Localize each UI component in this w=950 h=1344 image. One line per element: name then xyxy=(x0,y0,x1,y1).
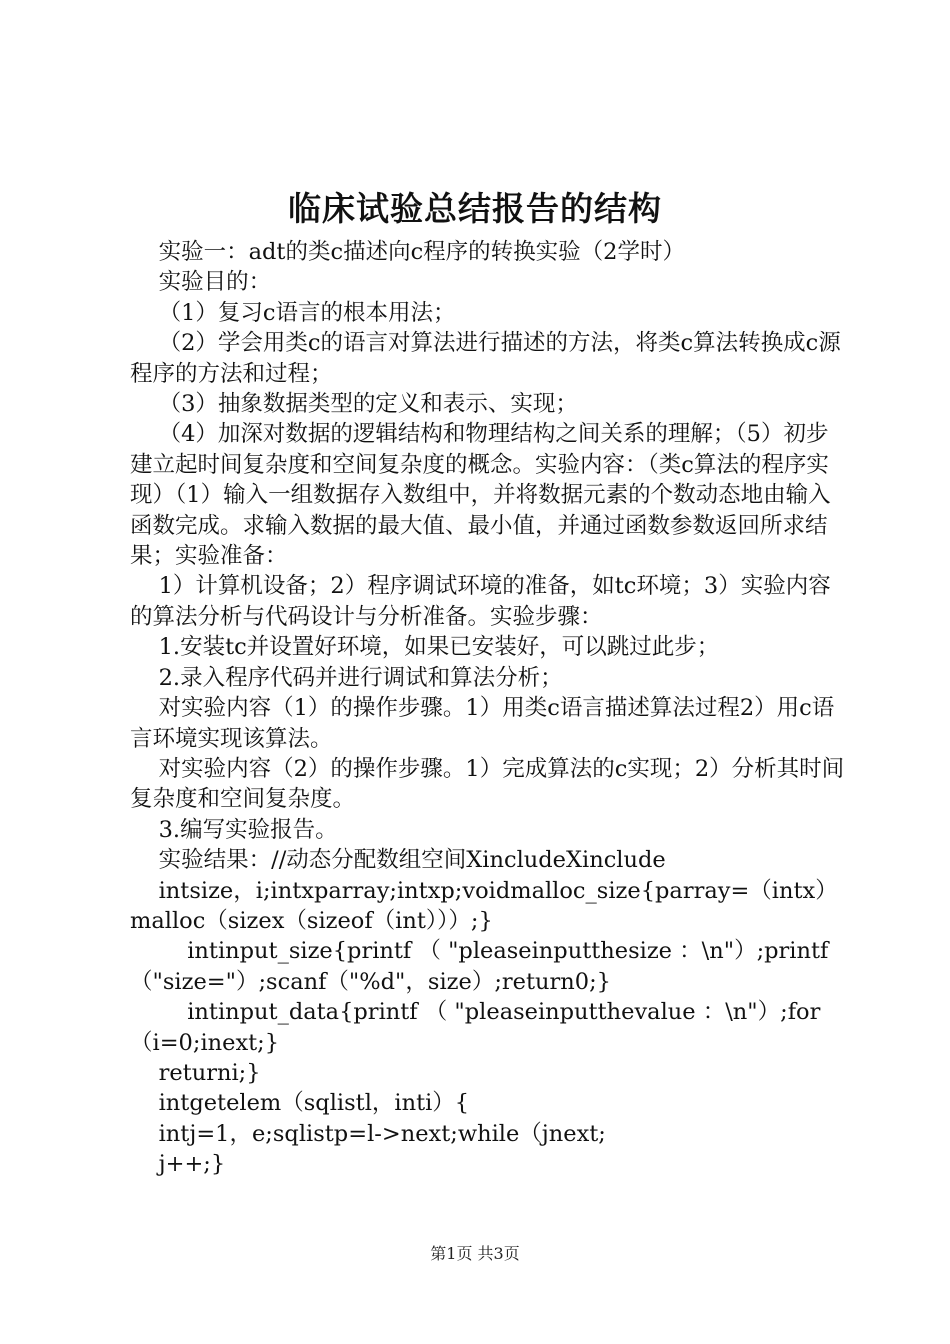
code-line: intinput_data{printf （ "pleaseinputthevalue ：\n"）;for（i=0;inext;} xyxy=(130,999,821,1056)
code-line: intsize，i;intxparray;intxp;voidmalloc_size{parray=（intx）malloc（sizex（sizeof（int）））;} xyxy=(130,877,838,934)
page-title: 临床试验总结报告的结构 xyxy=(288,189,662,228)
paragraph: 实验结果：//动态分配数组空间XincludeXinclude xyxy=(130,847,666,874)
code-line: j++;} xyxy=(130,1151,226,1178)
paragraph: （2）学会用类c的语言对算法进行描述的方法，将类c算法转换成c源程序的方法和过程； xyxy=(130,330,841,387)
paragraph: 1）计算机设备；2）程序调试环境的准备，如tc环境；3）实验内容的算法分析与代码设计与分析准备。实验步骤： xyxy=(130,573,831,630)
paragraph: （1）复习c语言的根本用法； xyxy=(130,299,456,326)
paragraph: 1.安装tc并设置好环境，如果已安装好，可以跳过此步； xyxy=(130,634,720,661)
document-body xyxy=(130,237,845,1180)
paragraph: 对实验内容（1）的操作步骤。1）用类c语言描述算法过程2）用c语言环境实现该算法。 xyxy=(130,695,835,752)
paragraph: 2.录入程序代码并进行调试和算法分析； xyxy=(130,664,563,691)
paragraph: 3.编写实验报告。 xyxy=(130,816,338,843)
code-line: intinput_size{printf （ "pleaseinputthesize ：\n"）;printf（"size="）;scanf（"%d"，size）;return0;} xyxy=(130,938,829,995)
page-footer: 第1页 共3页 xyxy=(430,1244,520,1263)
paragraph: （4）加深对数据的逻辑结构和物理结构之间关系的理解；（5）初步建立起时间复杂度和空间复杂度的概念。实验内容：（类c算法的程序实现）（1）输入一组数据存入数组中，并将数据元素的个数动态地由输入函数完成。求输入数据的最大值、最小值，并通过函数参数返回所求结果；实验准备： xyxy=(130,421,831,570)
paragraph: 实验一：adt的类c描述向c程序的转换实验（2学时） xyxy=(130,239,685,265)
paragraph: （3）抽象数据类型的定义和表示、实现； xyxy=(130,391,578,418)
code-line: returni;} xyxy=(130,1059,261,1086)
code-line: intj=1，e;sqlistp=l->next;while（jnext; xyxy=(130,1120,606,1147)
paragraph: 对实验内容（2）的操作步骤。1）完成算法的c实现；2）分析其时间复杂度和空间复杂度。 xyxy=(130,755,845,813)
code-line: intgetelem（sqlistl，inti）{ xyxy=(130,1090,470,1117)
paragraph: 实验目的： xyxy=(130,269,272,296)
